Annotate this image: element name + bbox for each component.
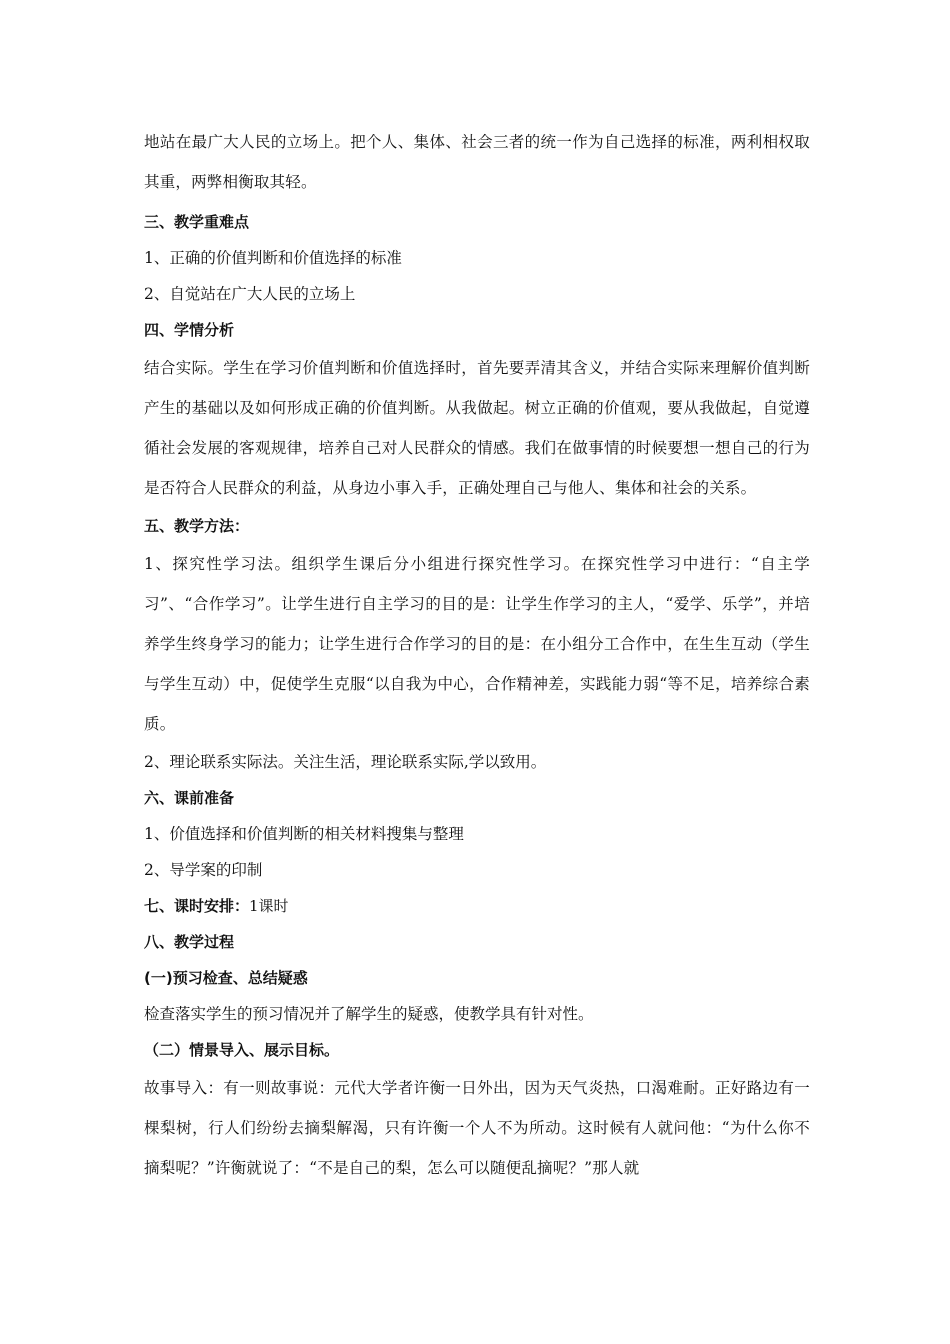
- list-item: 2、自觉站在广大人民的立场上: [144, 285, 356, 303]
- heading-key-points: 三、教学重难点: [144, 213, 250, 231]
- subheading-preview-check: (一)预习检查、总结疑惑: [144, 969, 308, 987]
- paragraph-story: 故事导入：有一则故事说：元代大学者许衡一日外出，因为天气炎热，口渴难耐。正好路边有一棵梨树，行人们纷纷去摘梨解渴，只有许衡一个人不为所动。这时候有人就问他：“为什么你不摘梨呢？”许衡就说了：“不是自己的梨，怎么可以随便乱摘呢？”那人就: [144, 1079, 810, 1177]
- heading-preparation: 六、课前准备: [144, 789, 235, 807]
- document-body: [144, 122, 810, 1188]
- schedule-label: 七、课时安排：: [144, 897, 250, 915]
- paragraph-method-2: 2、理论联系实际法。关注生活，理论联系实际,学以致用。: [144, 753, 547, 771]
- paragraph-intro: 地站在最广大人民的立场上。把个人、集体、社会三者的统一作为自己选择的标准，两利相权取其重，两弊相衡取其轻。: [144, 133, 810, 191]
- paragraph-student-analysis: 结合实际。学生在学习价值判断和价值选择时，首先要弄清其含义，并结合实际来理解价值判断产生的基础以及如何形成正确的价值判断。从我做起。树立正确的价值观，要从我做起，自觉遵循社会发展的客观规律，培养自己对人民群众的情感。我们在做事情的时候要想一想自己的行为是否符合人民群众的利益，从身边小事入手，正确处理自己与他人、集体和社会的关系。: [144, 359, 810, 497]
- paragraph-preview-check: 检查落实学生的预习情况并了解学生的疑惑，使教学具有针对性。: [144, 1005, 594, 1023]
- list-item: 1、正确的价值判断和价值选择的标准: [144, 249, 402, 267]
- heading-teaching-process: 八、教学过程: [144, 933, 235, 951]
- heading-teaching-methods: 五、教学方法：: [144, 517, 250, 535]
- list-item: 2、导学案的印制: [144, 861, 263, 879]
- heading-student-analysis: 四、学情分析: [144, 321, 235, 339]
- paragraph-method-1: 1、探究性学习法。组织学生课后分小组进行探究性学习。在探究性学习中进行：“自主学习”、“合作学习”。让学生进行自主学习的目的是：让学生作学习的主人，“爱学、乐学”，并培养学生终身学习的能力；让学生进行合作学习的目的是：在小组分工合作中，在生生互动（学生与学生互动）中，促使学生克服“以自我为中心，合作精神差，实践能力弱“等不足，培养综合素质。: [144, 555, 810, 733]
- list-item: 1、价值选择和价值判断的相关材料搜集与整理: [144, 825, 464, 843]
- schedule-value: 1课时: [249, 897, 289, 915]
- subheading-scenario-intro: （二）情景导入、展示目标。: [144, 1041, 340, 1059]
- heading-schedule: [144, 888, 810, 924]
